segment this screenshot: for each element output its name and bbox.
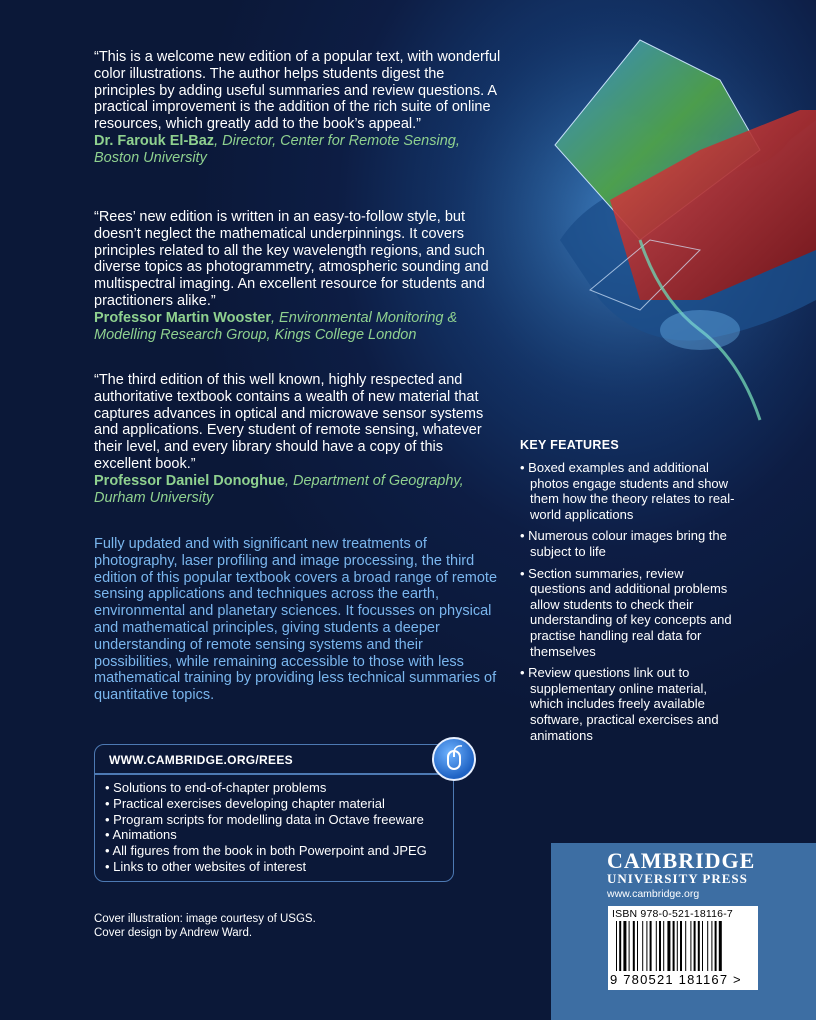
divider [95, 773, 453, 775]
isbn: ISBN 978-0-521-18116-7 [612, 908, 733, 920]
publisher-url[interactable]: www.cambridge.org [607, 888, 700, 900]
publisher-panel [551, 843, 816, 1020]
quote-attribution [94, 473, 504, 507]
design-credit: Cover design by Andrew Ward. [94, 927, 253, 939]
publisher-name: CAMBRIDGE [607, 848, 756, 873]
review-quote-1 [94, 49, 504, 167]
review-quote-2 [94, 209, 504, 343]
review-quote-3 [94, 372, 504, 506]
list-item: • Practical exercises developing chapter material [105, 796, 427, 812]
reviewer-name: Professor Martin Wooster [94, 309, 271, 326]
illustration-credit: Cover illustration: image courtesy of USGS. [94, 913, 316, 925]
mouse-icon [432, 737, 476, 781]
list-item: • Links to other websites of interest [105, 859, 427, 875]
list-item: • Numerous colour images bring the subject to life [520, 528, 740, 559]
reviewer-affiliation: , Director, Center for Remote Sensing, Boston University [94, 132, 460, 166]
quote-attribution [94, 133, 504, 167]
reviewer-name: Dr. Farouk El-Baz [94, 132, 215, 149]
online-resources-box [94, 744, 454, 882]
key-features-heading: KEY FEATURES [520, 438, 619, 452]
list-item: • Boxed examples and additional photos engage students and show them how the theory relates to real-world applications [520, 460, 740, 522]
list-item: • Review questions link out to supplementary online material, which includes freely available software, practical exercises and animations [520, 665, 740, 743]
quote-text: “Rees’ new edition is written in an easy-to-follow style, but doesn’t neglect the mathematical underpinnings. It covers principles related to all the key wavelength regions, and such diverse topics as photogrammetry, atmospheric sounding and multispectral imaging. An excellent resource for students and practitioners alike.” [94, 209, 489, 309]
list-item: • All figures from the book in both Powerpoint and JPEG [105, 843, 427, 859]
list-item: • Solutions to end-of-chapter problems [105, 780, 427, 796]
reviewer-affiliation: , Environmental Monitoring & Modelling Research Group, Kings College London [94, 309, 458, 343]
key-features-list [520, 460, 740, 749]
list-item: • Section summaries, review questions and additional problems allow students to check their understanding of key concepts and practise handling real data for themselves [520, 566, 740, 660]
barcode-box [608, 906, 758, 990]
resources-list [105, 780, 427, 875]
barcode-number: 9 780521 181167 > [610, 972, 742, 987]
list-item: • Animations [105, 827, 427, 843]
quote-text: “The third edition of this well known, highly respected and authoritative textbook contains a wealth of new material that captures advances in optical and microwave sensor systems and applications. Every student of remote sensing, whatever their level, and every library should have a copy of this excellent book.” [94, 372, 484, 472]
quote-attribution [94, 310, 504, 344]
barcode [614, 921, 752, 971]
list-item: • Program scripts for modelling data in Octave freeware [105, 812, 427, 828]
reviewer-affiliation: , Department of Geography, Durham University [94, 472, 464, 506]
quote-text: “This is a welcome new edition of a popular text, with wonderful color illustrations. The author helps students digest the principles by adding useful summaries and review questions. A practical improvement is the addition of the rich suite of online resources, which greatly add to the book’s appeal.” [94, 49, 501, 133]
cover-credits [94, 912, 316, 940]
website-url[interactable]: WWW.CAMBRIDGE.ORG/REES [109, 753, 293, 767]
reviewer-name: Professor Daniel Donoghue [94, 472, 285, 489]
publisher-press: UNIVERSITY PRESS [607, 871, 748, 886]
book-description: Fully updated and with significant new treatments of photography, laser profiling and image processing, the third edition of this popular textbook covers a broad range of remote sensing applications and techniques across the earth, environmental and planetary sciences. It focusses on physical and mathematical principles, giving students a deeper understanding of remote sensing systems and their possibilities, while remaining accessible to those with less mathematical training by providing less technical summaries of quantitative topics. [94, 536, 498, 704]
